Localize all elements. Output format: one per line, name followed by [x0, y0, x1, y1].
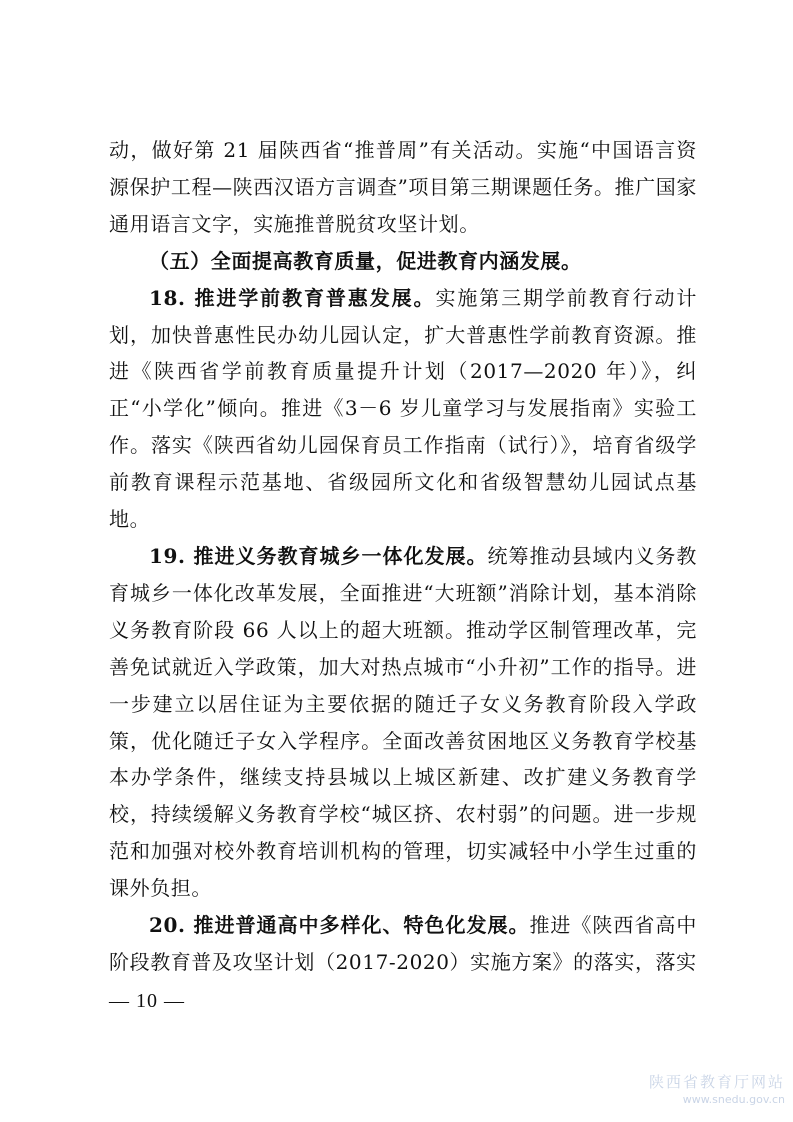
page-number: — 10 — [109, 990, 185, 1012]
item-19-body: 统筹推动县域内义务教育城乡一体化改革发展，全面推进“大班额”消除计划，基本消除义务教育阶段 66 人以上的超大班额。推动学区制管理改革，完善免试就近入学政策，加大对热点城市“小升初”工作的指导。进一步建立以居住证为主要依据的随迁子女义务教育阶段入学政策，优化随迁子女入学程序。全面改善贫困地区义务教育学校基本办学条件，继续支持县城以上城区新建、改扩建义务教育学校，持续缓解义务教育学校“城区挤、农村弱”的问题。进一步规范和加强对校外教育培训机构的管理，切实减轻中小学生过重的课外负担。 [109, 543, 698, 901]
item-20-body: 推进《陕西省高中阶段教育普及攻坚计划（2017-2020）实施方案》的落实，落实 [109, 913, 697, 974]
site-watermark [649, 1071, 785, 1106]
item-18-title: 18. 推进学前教育普惠发展。 [149, 285, 436, 310]
item-18-paragraph [109, 280, 697, 538]
item-19-title: 19. 推进义务教育城乡一体化发展。 [149, 543, 488, 568]
watermark-title: 陕西省教育厅网站 [648, 1073, 785, 1091]
continuation-paragraph: 动，做好第 21 届陕西省“推普周”有关活动。实施“中国语言资源保护工程—陕西汉语方言调查”项目第三期课题任务。推广国家通用语言文字，实施推普脱贫攻坚计划。 [109, 138, 697, 236]
item-19-paragraph [109, 538, 697, 907]
watermark-url: www.snedu.gov.cn [682, 1093, 785, 1106]
item-20-title: 20. 推进普通高中多样化、特色化发展。 [149, 913, 530, 938]
item-20-paragraph [109, 907, 697, 981]
item-18-body: 实施第三期学前教育行动计划，加快普惠性民办幼儿园认定，扩大普惠性学前教育资源。推进《陕西省学前教育质量提升计划（2017—2020 年）》，纠正“小学化”倾向。推进《3－6 岁儿童学习与发展指南》实验工作。落实《陕西省幼儿园保育员工作指南（试行）》，培育省级学前教育课程示范基地、省级园所文化和省级智慧幼儿园试点基地。 [109, 285, 698, 532]
document-body [109, 132, 697, 981]
section-heading: （五）全面提高教育质量，促进教育内涵发展。 [149, 248, 582, 273]
